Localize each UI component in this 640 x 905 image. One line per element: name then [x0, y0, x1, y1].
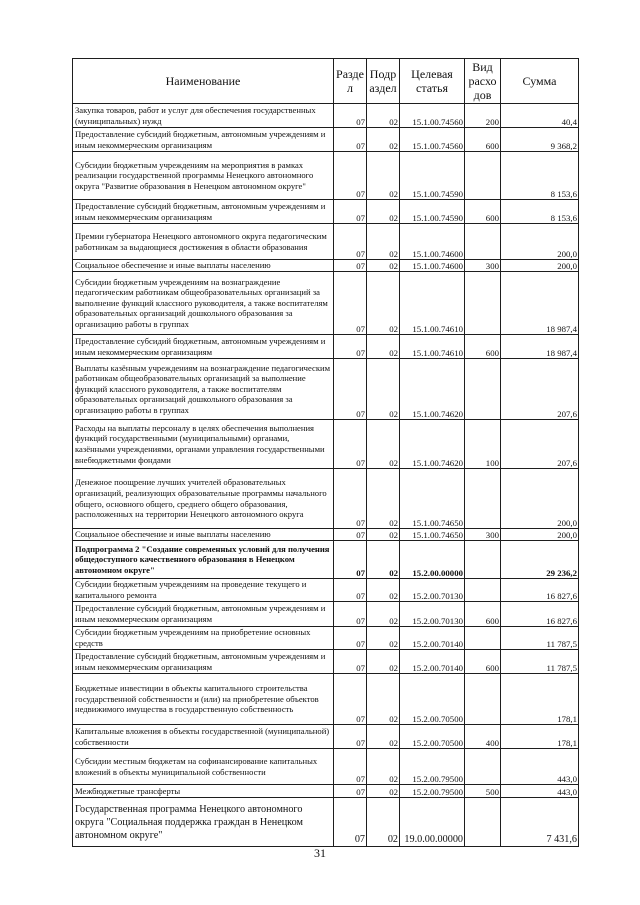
row-vid-raskhodov	[465, 272, 501, 335]
row-vid-raskhodov: 500	[465, 785, 501, 798]
row-celevaya-statya: 19.0.00.00000	[400, 798, 465, 847]
row-name: Субсидии бюджетным учреждениям на мероприятия в рамках реализации государственной программы Ненецкого автономного округа "Развитие образования в Ненецком автономном округе"	[73, 152, 334, 200]
table-row	[73, 749, 579, 785]
table-row	[73, 335, 579, 359]
row-razdel: 07	[334, 785, 367, 798]
table-row	[73, 798, 579, 847]
row-celevaya-statya: 15.2.00.70130	[400, 602, 465, 627]
row-vid-raskhodov: 600	[465, 200, 501, 224]
row-vid-raskhodov	[465, 627, 501, 650]
table-row	[73, 541, 579, 579]
table-row	[73, 260, 579, 272]
row-razdel: 07	[334, 674, 367, 725]
row-razdel: 07	[334, 749, 367, 785]
row-razdel: 07	[334, 627, 367, 650]
row-summa: 200,0	[501, 529, 579, 541]
table-row	[73, 200, 579, 224]
row-podrazdel: 02	[367, 335, 400, 359]
table-header-row	[73, 59, 579, 104]
row-razdel: 07	[334, 529, 367, 541]
row-razdel: 07	[334, 359, 367, 420]
row-podrazdel: 02	[367, 602, 400, 627]
row-celevaya-statya: 15.2.00.79500	[400, 749, 465, 785]
row-podrazdel: 02	[367, 224, 400, 260]
row-celevaya-statya: 15.1.00.74560	[400, 128, 465, 152]
row-name: Субсидии местным бюджетам на софинансирование капитальных вложений в объекты муниципальной собственности	[73, 749, 334, 785]
table-row	[73, 224, 579, 260]
row-celevaya-statya: 15.1.00.74590	[400, 152, 465, 200]
row-vid-raskhodov: 600	[465, 128, 501, 152]
table-row	[73, 529, 579, 541]
row-summa: 29 236,2	[501, 541, 579, 579]
row-podrazdel: 02	[367, 579, 400, 602]
column-header-name: Наименование	[73, 59, 334, 104]
row-razdel: 07	[334, 420, 367, 469]
row-vid-raskhodov	[465, 469, 501, 529]
row-celevaya-statya: 15.2.00.70140	[400, 650, 465, 674]
table-row	[73, 650, 579, 674]
row-summa: 11 787,5	[501, 627, 579, 650]
row-summa: 7 431,6	[501, 798, 579, 847]
row-razdel: 07	[334, 272, 367, 335]
row-podrazdel: 02	[367, 529, 400, 541]
row-podrazdel: 02	[367, 272, 400, 335]
row-celevaya-statya: 15.2.00.70500	[400, 725, 465, 749]
row-summa: 40,4	[501, 104, 579, 128]
row-name: Субсидии бюджетным учреждениям на вознаграждение педагогическим работникам общеобразовательных организаций за выполнение функций классного руководителя, а также воспитателям образовательных организаций дошкольного образования за организацию работы в группах	[73, 272, 334, 335]
row-razdel: 07	[334, 579, 367, 602]
table-row	[73, 469, 579, 529]
table-row	[73, 602, 579, 627]
row-celevaya-statya: 15.2.00.79500	[400, 785, 465, 798]
budget-table	[72, 58, 579, 847]
row-celevaya-statya: 15.1.00.74620	[400, 359, 465, 420]
row-summa: 8 153,6	[501, 152, 579, 200]
row-podrazdel: 02	[367, 128, 400, 152]
row-celevaya-statya: 15.1.00.74600	[400, 224, 465, 260]
row-razdel: 07	[334, 541, 367, 579]
table-body	[73, 104, 579, 847]
row-celevaya-statya: 15.1.00.74600	[400, 260, 465, 272]
page-number: 31	[314, 846, 326, 860]
table-row	[73, 579, 579, 602]
row-vid-raskhodov	[465, 541, 501, 579]
row-summa: 207,6	[501, 359, 579, 420]
row-vid-raskhodov	[465, 359, 501, 420]
row-razdel: 07	[334, 260, 367, 272]
row-summa: 200,0	[501, 224, 579, 260]
row-celevaya-statya: 15.1.00.74590	[400, 200, 465, 224]
row-razdel: 07	[334, 602, 367, 627]
row-vid-raskhodov	[465, 152, 501, 200]
column-header-vid: Вид расходов	[465, 59, 501, 104]
table-row	[73, 128, 579, 152]
row-podrazdel: 02	[367, 260, 400, 272]
row-vid-raskhodov: 200	[465, 104, 501, 128]
row-name: Социальное обеспечение и иные выплаты населению	[73, 260, 334, 272]
row-podrazdel: 02	[367, 152, 400, 200]
row-summa: 16 827,6	[501, 579, 579, 602]
row-podrazdel: 02	[367, 104, 400, 128]
row-vid-raskhodov	[465, 749, 501, 785]
row-podrazdel: 02	[367, 725, 400, 749]
table-row	[73, 104, 579, 128]
row-celevaya-statya: 15.2.00.70130	[400, 579, 465, 602]
row-vid-raskhodov: 300	[465, 260, 501, 272]
row-podrazdel: 02	[367, 200, 400, 224]
column-header-celevaya: Целевая статья	[400, 59, 465, 104]
row-summa: 178,1	[501, 725, 579, 749]
table-row	[73, 152, 579, 200]
row-razdel: 07	[334, 152, 367, 200]
row-summa: 200,0	[501, 469, 579, 529]
table-row	[73, 272, 579, 335]
table-row	[73, 420, 579, 469]
column-header-podrazdel: Подраздел	[367, 59, 400, 104]
row-summa: 9 368,2	[501, 128, 579, 152]
table-row	[73, 674, 579, 725]
row-celevaya-statya: 15.1.00.74650	[400, 469, 465, 529]
row-celevaya-statya: 15.1.00.74620	[400, 420, 465, 469]
table-header	[73, 59, 579, 104]
row-razdel: 07	[334, 104, 367, 128]
row-summa: 443,0	[501, 749, 579, 785]
row-razdel: 07	[334, 335, 367, 359]
row-podrazdel: 02	[367, 674, 400, 725]
row-name: Выплаты казённым учреждениям на вознаграждение педагогическим работникам общеобразовательных организаций за выполнение функций классного руководителя, а также воспитателям образовательных организаций дошкольного образования за организацию работы в группах	[73, 359, 334, 420]
row-vid-raskhodov: 600	[465, 650, 501, 674]
row-name: Субсидии бюджетным учреждениям на приобретение основных средств	[73, 627, 334, 650]
row-name: Расходы на выплаты персоналу в целях обеспечения выполнения функций государственными (муниципальными) органами, казёнными учреждениями, органами управления государственными внебюджетными фондами	[73, 420, 334, 469]
row-vid-raskhodov: 400	[465, 725, 501, 749]
row-summa: 11 787,5	[501, 650, 579, 674]
row-podrazdel: 02	[367, 469, 400, 529]
row-name: Социальное обеспечение и иные выплаты населению	[73, 529, 334, 541]
row-vid-raskhodov	[465, 224, 501, 260]
row-razdel: 07	[334, 469, 367, 529]
row-vid-raskhodov: 100	[465, 420, 501, 469]
row-celevaya-statya: 15.1.00.74610	[400, 335, 465, 359]
row-name: Капитальные вложения в объекты государственной (муниципальной) собственности	[73, 725, 334, 749]
row-name: Межбюджетные трансферты	[73, 785, 334, 798]
row-razdel: 07	[334, 725, 367, 749]
row-razdel: 07	[334, 200, 367, 224]
row-name: Государственная программа Ненецкого автономного округа "Социальная поддержка граждан в Ненецком автономном округе"	[73, 798, 334, 847]
row-vid-raskhodov	[465, 674, 501, 725]
row-podrazdel: 02	[367, 420, 400, 469]
row-name: Бюджетные инвестиции в объекты капитального строительства государственной собственности и (или) на приобретение объектов недвижимого имущества в государственную собственность	[73, 674, 334, 725]
column-header-summa: Сумма	[501, 59, 579, 104]
table-row	[73, 359, 579, 420]
row-name: Предоставление субсидий бюджетным, автономным учреждениям и иным некоммерческим организациям	[73, 335, 334, 359]
row-summa: 18 987,4	[501, 335, 579, 359]
row-summa: 200,0	[501, 260, 579, 272]
row-celevaya-statya: 15.1.00.74560	[400, 104, 465, 128]
row-podrazdel: 02	[367, 650, 400, 674]
table-row	[73, 785, 579, 798]
table-row	[73, 627, 579, 650]
row-vid-raskhodov: 600	[465, 602, 501, 627]
row-summa: 207,6	[501, 420, 579, 469]
row-vid-raskhodov: 600	[465, 335, 501, 359]
row-vid-raskhodov	[465, 579, 501, 602]
row-razdel: 07	[334, 798, 367, 847]
row-name: Предоставление субсидий бюджетным, автономным учреждениям и иным некоммерческим организациям	[73, 128, 334, 152]
row-summa: 16 827,6	[501, 602, 579, 627]
table-row	[73, 725, 579, 749]
row-podrazdel: 02	[367, 749, 400, 785]
row-podrazdel: 02	[367, 541, 400, 579]
row-celevaya-statya: 15.2.00.00000	[400, 541, 465, 579]
row-razdel: 07	[334, 128, 367, 152]
row-name: Закупка товаров, работ и услуг для обеспечения государственных (муниципальных) нужд	[73, 104, 334, 128]
row-name: Предоставление субсидий бюджетным, автономным учреждениям и иным некоммерческим организациям	[73, 200, 334, 224]
row-razdel: 07	[334, 650, 367, 674]
row-name: Денежное поощрение лучших учителей образовательных организаций, реализующих образовательные программы начального общего, основного общего, среднего общего образования, расположенных на территории Ненецкого автономного округа	[73, 469, 334, 529]
row-name: Премии губернатора Ненецкого автономного округа педагогическим работникам за выдающиеся достижения в области образования	[73, 224, 334, 260]
row-vid-raskhodov	[465, 798, 501, 847]
row-celevaya-statya: 15.1.00.74610	[400, 272, 465, 335]
row-celevaya-statya: 15.1.00.74650	[400, 529, 465, 541]
row-summa: 178,1	[501, 674, 579, 725]
row-name: Предоставление субсидий бюджетным, автономным учреждениям и иным некоммерческим организациям	[73, 650, 334, 674]
row-summa: 18 987,4	[501, 272, 579, 335]
row-name: Субсидии бюджетным учреждениям на проведение текущего и капитального ремонта	[73, 579, 334, 602]
row-summa: 8 153,6	[501, 200, 579, 224]
column-header-razdel: Раздел	[334, 59, 367, 104]
row-celevaya-statya: 15.2.00.70140	[400, 627, 465, 650]
row-vid-raskhodov: 300	[465, 529, 501, 541]
row-podrazdel: 02	[367, 359, 400, 420]
row-podrazdel: 02	[367, 798, 400, 847]
row-razdel: 07	[334, 224, 367, 260]
row-name: Предоставление субсидий бюджетным, автономным учреждениям и иным некоммерческим организациям	[73, 602, 334, 627]
row-podrazdel: 02	[367, 627, 400, 650]
row-podrazdel: 02	[367, 785, 400, 798]
row-name: Подпрограмма 2 "Создание современных условий для получения общедоступного качественного образования в Ненецком автономном округе"	[73, 541, 334, 579]
row-celevaya-statya: 15.2.00.70500	[400, 674, 465, 725]
row-summa: 443,0	[501, 785, 579, 798]
